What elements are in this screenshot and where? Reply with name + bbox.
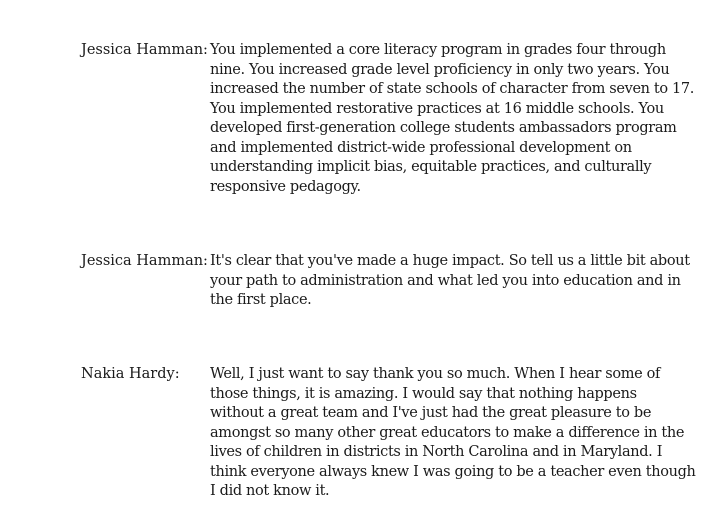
speech-line: nine. You increased grade level proficiency in only two years. You xyxy=(210,61,670,78)
speech-line: increased the number of state schools of character from seven to 17. xyxy=(210,81,695,97)
speech-line: You implemented restorative practices at 16 middle schools. You xyxy=(210,100,664,117)
speech-line: responsive pedagogy. xyxy=(210,178,361,195)
speech-line: developed first-generation college students ambassadors program xyxy=(210,120,677,136)
speech-text xyxy=(210,365,696,502)
speech-line: amongst so many other great educators to make a difference in the xyxy=(210,424,685,441)
speaker-name: Jessica Hamman: xyxy=(81,253,208,269)
speech-line: It's clear that you've made a huge impact. So tell us a little bit about xyxy=(210,253,690,269)
speech-text xyxy=(210,252,690,311)
speech-line: those things, it is amazing. I would say that nothing happens xyxy=(210,385,637,402)
speech-line: without a great team and I've just had the great pleasure to be xyxy=(210,405,652,421)
speech-line: think everyone always knew I was going to be a teacher even though xyxy=(210,463,696,480)
speech-line: understanding implicit bias, equitable practices, and culturally xyxy=(210,159,652,175)
speech-line: and implemented district-wide professional development on xyxy=(210,139,632,156)
speech-line: Well, I just want to say thank you so much. When I hear some of xyxy=(210,366,661,382)
speaker-name: Nakia Hardy: xyxy=(81,366,180,382)
speaker-name: Jessica Hamman: xyxy=(81,42,208,58)
speech-text xyxy=(210,41,695,197)
speech-line: You implemented a core literacy program in grades four through xyxy=(210,42,666,58)
speech-line: I did not know it. xyxy=(210,483,330,499)
speech-line: the first place. xyxy=(210,292,312,308)
speech-line: lives of children in districts in North Carolina and in Maryland. I xyxy=(210,444,663,460)
speech-line: your path to administration and what led you into education and in xyxy=(210,272,681,289)
